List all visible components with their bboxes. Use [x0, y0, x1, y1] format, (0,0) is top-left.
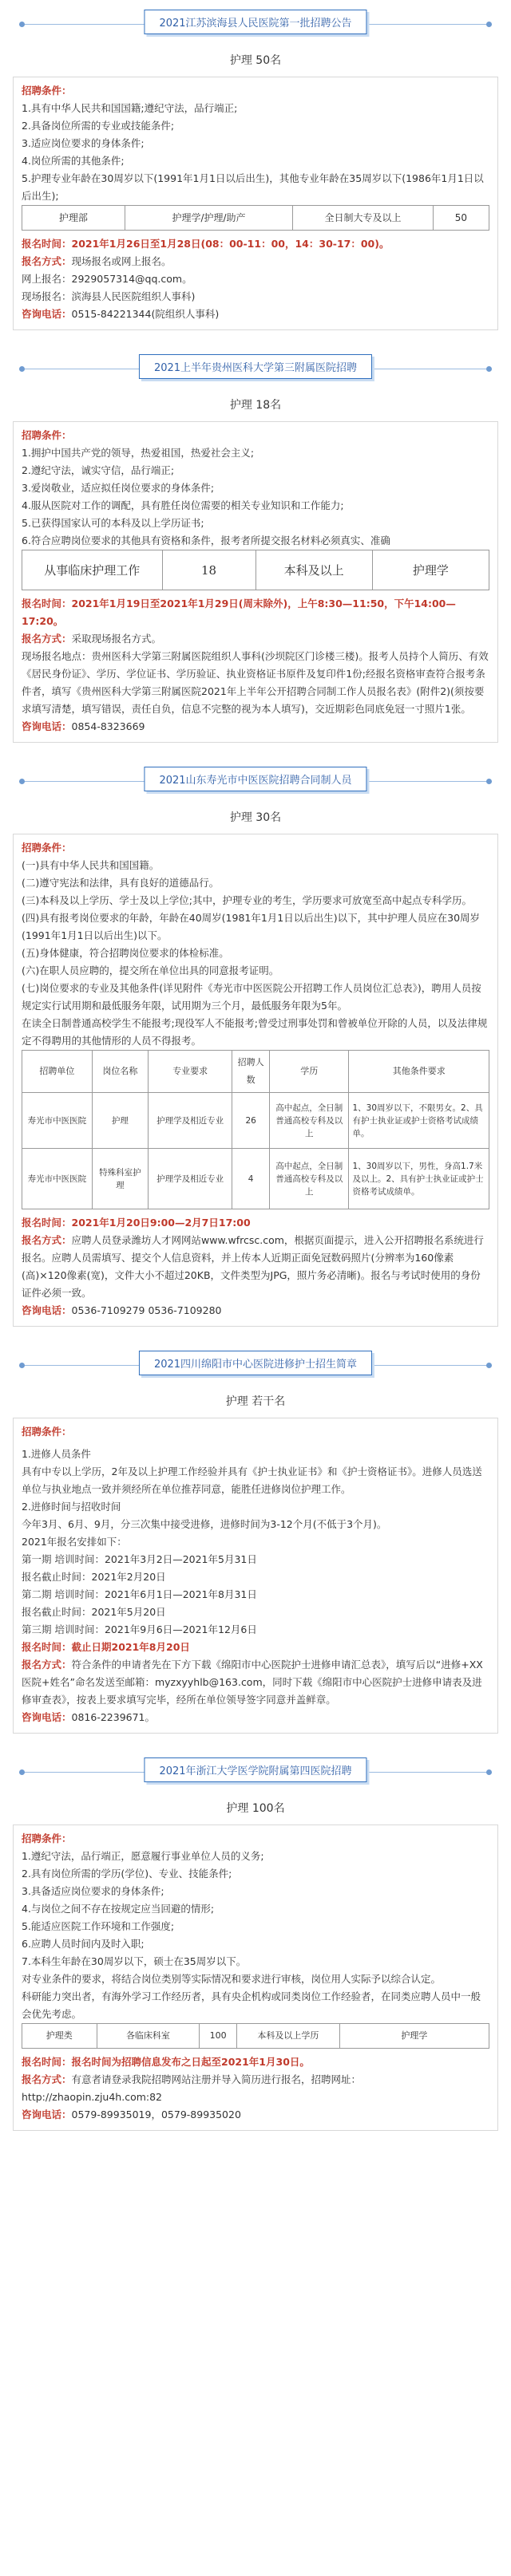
signup-details: 现场报名地点：贵州医科大学第三附属医院组织人事科(沙坝院区门诊楼三楼)。报考人员持个人简历、有效《居民身份证》、学历、学位证书、学历验证、执业资格证书原件及复印件1份;经报名资格审查符合报考条件者，填写《贵州医科大学第三附属医院2021年上半年公开招聘合同制工作人员报名表》(附件2)(须按要求填写清楚，填写错误，责任自负，信息不完整的视为本人填写)，交近期彩色同底免冠一寸照片1张。: [22, 650, 489, 715]
column-header: 招聘单位: [22, 1051, 93, 1093]
condition-item: (四)具有报考岗位要求的年龄，年龄在40周岁(1981年1月1日以后出生)以下，其中护理人员应在30周岁(1991年1月1日以后出生)以下。: [22, 912, 481, 941]
condition-item: 科研能力突出者，有海外学习工作经历者，具有央企机构或同类岗位工作经验者，在同类应聘人员中一般会优先考虑。: [22, 1990, 481, 2020]
position-count: 护理 30名: [229, 811, 282, 824]
dot-icon: [486, 1363, 492, 1368]
contact-phone: 咨询电话：0536-7109279 0536-7109280: [22, 1304, 222, 1316]
section-header: [0, 757, 511, 807]
table-cell: 护理学及相近专业: [148, 1093, 232, 1149]
dot-icon: [19, 366, 25, 372]
column-header: 其他条件要求: [349, 1051, 489, 1093]
table-cell: 护理: [92, 1093, 148, 1149]
dot-icon: [19, 22, 25, 27]
condition-item: 1.拥护中国共产党的领导，热爱祖国，热爱社会主义;: [22, 447, 255, 459]
info-line: 报名截止时间：2021年5月20日: [22, 1606, 166, 1618]
table-cell: 1、30周岁以下，不限男女。2、具有护士执业证或护士资格考试成绩单。: [349, 1093, 489, 1149]
recruit-url[interactable]: http://zhaopin.zju4h.com:82: [22, 2091, 163, 2103]
table-cell: 护理学: [339, 2024, 489, 2049]
table-cell: 4: [232, 1149, 270, 1209]
signup-method: 报名方式：符合条件的申请者先在下方下载《绵阳市中心医院护士进修申请汇总表》，填写后以“进修+XX医院+姓名”命名发送至邮箱：myzxyyhlb@163.com，同时下载《绵阳市中心医院护士进修申请表及进修审查表》，按表上要求填写完毕，经所在单位领导签字同意并盖鲜章。: [22, 1659, 483, 1706]
condition-item: 4.岗位所需的其他条件;: [22, 155, 125, 167]
table-cell: 本科及以上: [256, 550, 372, 590]
section-header: [0, 0, 511, 49]
table-cell: 50: [433, 206, 489, 231]
conditions-label: 招聘条件：: [22, 85, 72, 97]
condition-item: 4.与岗位之间不存在按规定应当回避的情形;: [22, 1903, 215, 1915]
info-line: 具有中专以上学历，2年及以上护理工作经验并具有《护士执业证书》和《护士资格证书》。进修人员选送单位与执业地点一致并须经所在单位推荐同意，能胜任进修岗位护理工作。: [22, 1466, 482, 1495]
table-cell: 寿光市中医医院: [22, 1149, 93, 1209]
position-count: 护理 100名: [226, 1802, 285, 1815]
dot-icon: [486, 22, 492, 27]
position-table: [22, 550, 489, 590]
condition-item: 5.护理专业年龄在30周岁以下(1991年1月1日以后出生)，其他专业年龄在35周岁以下(1986年1月1日以后出生);: [22, 172, 484, 202]
info-line: 2021年报名安排如下：: [22, 1536, 127, 1548]
contact-phone: 咨询电话：0816-2239671。: [22, 1711, 156, 1723]
section-title: 2021江苏滨海县人民医院第一批招聘公告: [144, 10, 366, 34]
table-cell: 26: [232, 1093, 270, 1149]
section-header: [0, 1341, 511, 1391]
dot-icon: [486, 1769, 492, 1775]
table-row: [22, 1093, 489, 1149]
condition-item: 1.具有中华人民共和国国籍;遵纪守法，品行端正;: [22, 102, 238, 114]
dot-icon: [19, 1363, 25, 1368]
conditions-label: 招聘条件：: [22, 842, 72, 854]
table-cell: 护理学及相近专业: [148, 1149, 232, 1209]
table-header-row: [22, 1051, 489, 1093]
job-post-3: [0, 757, 511, 1327]
conditions-label: 招聘条件：: [22, 1832, 72, 1844]
condition-item: (二)遵守宪法和法律，具有良好的道德品行。: [22, 877, 220, 889]
column-header: 招聘人数: [232, 1051, 270, 1093]
table-cell: 从事临床护理工作: [22, 550, 163, 590]
table-cell: 本科及以上学历: [237, 2024, 340, 2049]
condition-item: 2.遵纪守法，诚实守信，品行端正;: [22, 464, 175, 476]
contact-phone: 咨询电话：0515-84221344(院组织人事科): [22, 308, 220, 320]
condition-item: 在读全日制普通高校学生不能报考;现役军人不能报考;曾受过刑事处罚和曾被单位开除的人员，以及法律规定不得聘用的其他情形的人员不得报考。: [22, 1017, 488, 1047]
position-count: 护理 50名: [229, 54, 282, 67]
post-body: [13, 77, 498, 330]
table-row: [22, 2024, 489, 2049]
section-header: [0, 1748, 511, 1797]
signup-time: 报名时间：2021年1月19日至2021年1月29日(周末除外)，上午8:30—11:50，下午14:00—17:20。: [22, 598, 456, 627]
table-cell: 100: [200, 2024, 237, 2049]
condition-item: 2.具备岗位所需的专业或技能条件;: [22, 120, 175, 132]
dot-icon: [486, 366, 492, 372]
position-table: [22, 205, 489, 231]
signup-onsite: 现场报名：滨海县人民医院组织人事科): [22, 290, 196, 302]
signup-time: 报名时间：2021年1月20日9:00—2月7日17:00: [22, 1217, 251, 1229]
table-row: [22, 206, 489, 231]
info-line: 今年3月、6月、9月，分三次集中接受进修，进修时间为3-12个月(不低于3个月)。: [22, 1518, 387, 1530]
job-post-1: [0, 0, 511, 330]
section-title: 2021四川绵阳市中心医院进修护士招生简章: [139, 1351, 372, 1375]
condition-item: (六)在职人员应聘的，提交所在单位出具的同意报考证明。: [22, 965, 279, 976]
column-header: 岗位名称: [92, 1051, 148, 1093]
job-post-2: [0, 345, 511, 743]
position-table: [22, 1050, 489, 1209]
position-count: 护理 18名: [229, 399, 282, 412]
signup-online: 网上报名：2929057314@qq.com。: [22, 273, 192, 285]
signup-method: 报名方式：采取现场报名方式。: [22, 633, 162, 645]
post-body: [13, 834, 498, 1327]
column-header: 学历: [270, 1051, 349, 1093]
conditions-label: 招聘条件：: [22, 1426, 72, 1438]
table-row: [22, 550, 489, 590]
dot-icon: [19, 1769, 25, 1775]
job-post-4: [0, 1341, 511, 1734]
condition-item: 3.具备适应岗位要求的身体条件;: [22, 1885, 164, 1897]
dot-icon: [486, 779, 492, 784]
section-header: [0, 345, 511, 394]
info-line: 报名截止时间：2021年2月20日: [22, 1571, 166, 1583]
post-body: [13, 1418, 498, 1734]
condition-item: 1.遵纪守法，品行端正，愿意履行事业单位人员的义务;: [22, 1850, 264, 1862]
contact-phone: 咨询电话：0579-89935019，0579-89935020: [22, 2109, 241, 2120]
table-cell: 护理类: [22, 2024, 97, 2049]
signup-time: 报名时间：报名时间为招聘信息发布之日起至2021年1月30日。: [22, 2056, 310, 2068]
table-row: [22, 1149, 489, 1209]
condition-item: (七)岗位要求的专业及其他条件(详见附件《寿光市中医医院公开招聘工作人员岗位汇总表》)，聘用人员按规定实行试用期和最低服务年限，试用期为三个月，最低服务年限为5年。: [22, 982, 481, 1012]
signup-method: 报名方式：现场报名或网上报名。: [22, 255, 172, 267]
signup-time: 报名时间：截止日期2021年8月20日: [22, 1641, 190, 1653]
info-line: 1.进修人员条件: [22, 1448, 91, 1460]
condition-item: (一)具有中华人民共和国国籍。: [22, 859, 160, 871]
info-line: 第三期 培训时间：2021年9月6日—2021年12月6日: [22, 1623, 257, 1635]
condition-item: 5.已获得国家认可的本科及以上学历证书;: [22, 517, 204, 529]
table-cell: 18: [162, 550, 256, 590]
job-post-5: [0, 1748, 511, 2131]
table-cell: 1、30周岁以下，男性，身高1.7米及以上。2、具有护士执业证或护士资格考试成绩单。: [349, 1149, 489, 1209]
post-body: [13, 421, 498, 743]
signup-method: 报名方式：有意者请登录我院招聘网站注册并导入简历进行报名，招聘网址：: [22, 2073, 362, 2085]
signup-method: 报名方式：应聘人员登录潍坊人才网网站www.wfrcsc.com，根据页面提示，进入公开招聘报名系统进行报名。应聘人员需填写、提交个人信息资料，并上传本人近期正面免冠数码照片(分辨率为160像素(高)×120像素(宽)，文件大小不超过20KB，文件类型为JPG，照片务必清晰)。报名与考试时使用的身份证件必须一致。: [22, 1234, 484, 1299]
table-cell: 特殊科室护理: [92, 1149, 148, 1209]
info-line: 2.进修时间与招收时间: [22, 1501, 121, 1513]
section-title: 2021年浙江大学医学院附属第四医院招聘: [144, 1757, 366, 1782]
info-line: 第二期 培训时间：2021年6月1日—2021年8月31日: [22, 1588, 257, 1600]
column-header: 专业要求: [148, 1051, 232, 1093]
conditions-label: 招聘条件：: [22, 429, 72, 441]
section-title: 2021山东寿光市中医医院招聘合同制人员: [144, 767, 366, 791]
condition-item: 对专业条件的要求，将结合岗位类别等实际情况和要求进行审核，岗位用人实际予以综合认定。: [22, 1973, 442, 1985]
table-cell: 各临床科室: [97, 2024, 200, 2049]
table-cell: 护理部: [22, 206, 125, 231]
condition-item: 4.服从医院对工作的调配，具有胜任岗位需要的相关专业知识和工作能力;: [22, 499, 344, 511]
dot-icon: [19, 779, 25, 784]
table-cell: 寿光市中医医院: [22, 1093, 93, 1149]
position-count: 护理 若干名: [225, 1395, 286, 1408]
info-line: 第一期 培训时间：2021年3月2日—2021年5月31日: [22, 1553, 257, 1565]
table-cell: 护理学/护理/助产: [125, 206, 293, 231]
section-title: 2021上半年贵州医科大学第三附属医院招聘: [139, 354, 372, 379]
table-cell: 高中起点，全日制普通高校专科及以上: [270, 1093, 349, 1149]
table-cell: 全日制大专及以上: [293, 206, 434, 231]
condition-item: (五)身体健康，符合招聘岗位要求的体检标准。: [22, 947, 229, 959]
table-cell: 护理学: [372, 550, 489, 590]
condition-item: 5.能适应医院工作环境和工作强度;: [22, 1920, 175, 1932]
condition-item: 3.适应岗位要求的身体条件;: [22, 137, 145, 149]
condition-item: 2.具有岗位所需的学历(学位)、专业、技能条件;: [22, 1868, 232, 1880]
condition-item: 7.本科生年龄在30周岁以下，硕士在35周岁以下。: [22, 1955, 247, 1967]
condition-item: 6.符合应聘岗位要求的其他具有资格和条件，报考者所提交报名材料必须真实、准确: [22, 535, 390, 546]
signup-time: 报名时间：2021年1月26日至1月28日(08：00-11：00，14：30-17：00)。: [22, 238, 390, 250]
position-table: [22, 2023, 489, 2049]
post-body: [13, 1825, 498, 2131]
condition-item: (三)本科及以上学历、学士及以上学位;其中，护理专业的考生，学历要求可放宽至高中起点专科学历。: [22, 894, 472, 906]
table-cell: 高中起点，全日制普通高校专科及以上: [270, 1149, 349, 1209]
contact-phone: 咨询电话：0854-8323669: [22, 720, 145, 732]
condition-item: 6.应聘人员时间内及时入职;: [22, 1938, 145, 1950]
condition-item: 3.爱岗敬业，适应拟任岗位要求的身体条件;: [22, 482, 215, 494]
